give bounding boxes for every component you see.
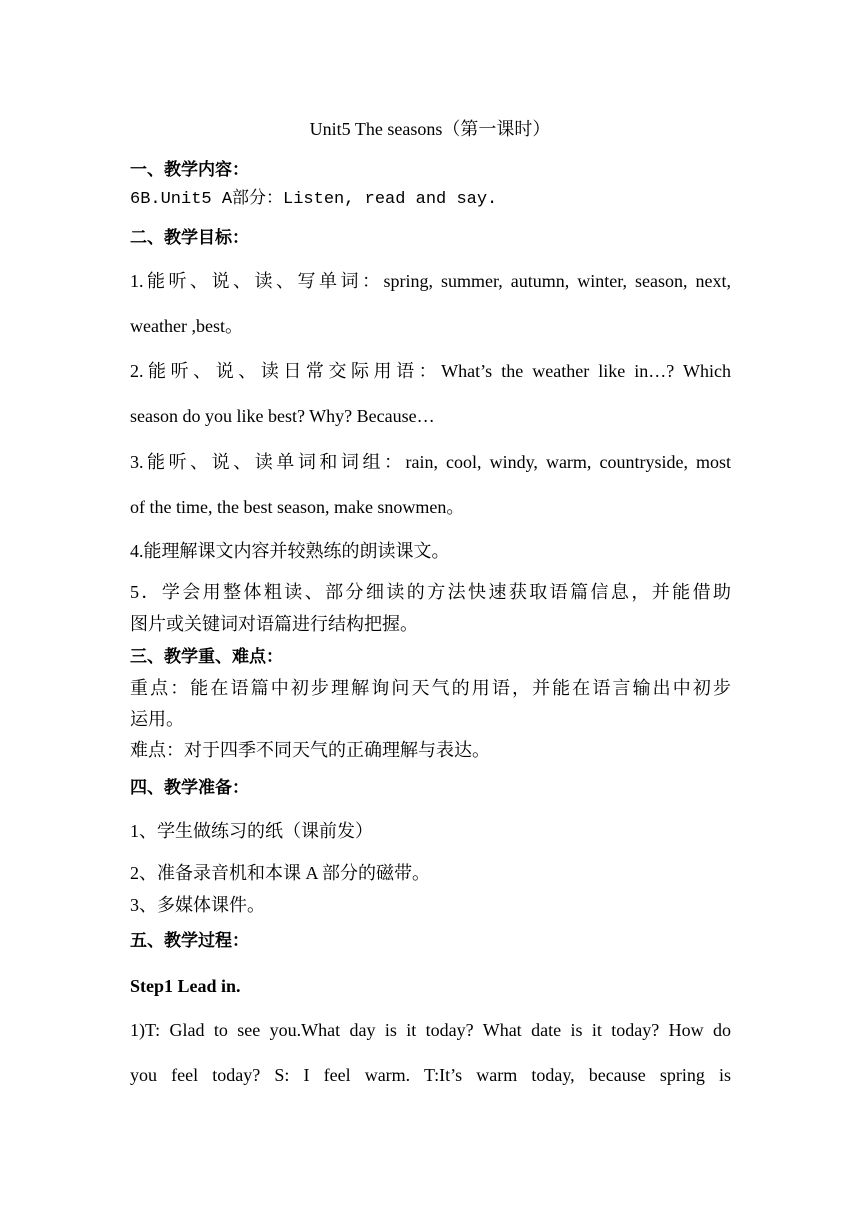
step-title: Step1 Lead in.	[130, 976, 241, 996]
section-heading-teaching-content: 一、教学内容：	[130, 160, 249, 180]
goal-line: 5．学会用整体粗读、部分细读的方法快速获取语篇信息，并能借助	[130, 582, 731, 602]
section-heading-teaching-process: 五、教学过程：	[130, 931, 249, 951]
goal-line: 2.能听、说、读日常交际用语：What’s the weather like in…? Which	[130, 361, 731, 381]
goal-line: 4.能理解课文内容并较熟练的朗读课文。	[130, 541, 450, 561]
key-point-line: 重点：能在语篇中初步理解询问天气的用语，并能在语言输出中初步	[130, 678, 731, 698]
document-title: Unit5 The seasons（第一课时）	[309, 119, 551, 139]
teaching-content-text: 6B.Unit5 A部分：Listen, read and say.	[130, 190, 498, 209]
process-line: 1)T: Glad to see you.What day is it today? What date is it today? How do	[130, 1020, 731, 1040]
goal-line: weather ,best。	[130, 316, 243, 336]
key-point-line: 难点：对于四季不同天气的正确理解与表达。	[130, 740, 490, 760]
goal-line: 图片或关键词对语篇进行结构把握。	[130, 614, 418, 634]
goal-line: 3.能听、说、读单词和词组：rain, cool, windy, warm, countryside, most	[130, 452, 731, 472]
goal-line: season do you like best? Why? Because…	[130, 406, 435, 426]
key-point-line: 运用。	[130, 709, 184, 729]
goal-line: 1.能听、说、读、写单词：spring, summer, autumn, winter, season, next,	[130, 271, 731, 291]
preparation-item: 3、多媒体课件。	[130, 895, 265, 915]
process-line: you feel today? S: I feel warm. T:It’s warm today, because spring is	[130, 1065, 731, 1085]
preparation-item: 1、学生做练习的纸（课前发）	[130, 821, 373, 841]
section-heading-preparation: 四、教学准备：	[130, 778, 249, 798]
goal-line: of the time, the best season, make snowmen。	[130, 497, 465, 517]
section-heading-teaching-goals: 二、教学目标：	[130, 228, 249, 248]
section-heading-key-points: 三、教学重、难点：	[130, 647, 283, 667]
preparation-item: 2、准备录音机和本课 A 部分的磁带。	[130, 863, 431, 883]
